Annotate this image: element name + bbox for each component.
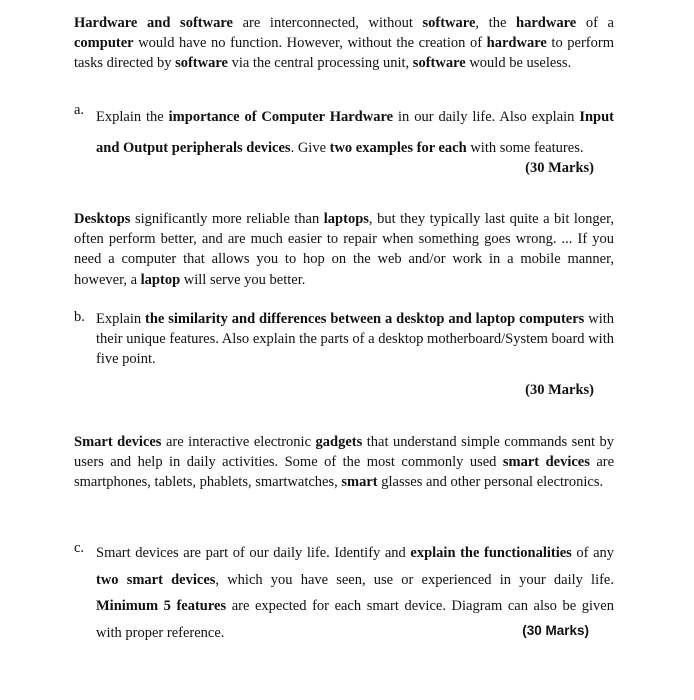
question-c-letter: c.: [74, 540, 85, 556]
question-c-marks: (30 Marks): [522, 623, 589, 638]
bold-text-run: two smart devices: [96, 571, 216, 588]
text-run: in our daily life. Also explain: [393, 109, 580, 125]
text-run: glasses and other personal electronics.: [377, 474, 604, 491]
bold-text-run: hardware: [486, 35, 547, 52]
bold-text-run: software: [422, 15, 476, 31]
text-run: with their unique features. Also explain the parts of a desktop motherboard/System board with five point.: [96, 311, 614, 368]
bold-text-run: computer: [74, 35, 134, 52]
text-run: are expected for each smart device. Diagram can also be given with proper reference.: [96, 598, 614, 641]
text-run: are smartphones, tablets, phablets, smartwatches,: [74, 454, 615, 491]
text-run: significantly more reliable than: [130, 211, 324, 227]
bold-text-run: Input and Output peripherals devices: [96, 109, 614, 156]
text-run: to perform tasks directed by: [74, 35, 614, 72]
bold-text-run: the similarity and differences between a desktop and laptop computers: [145, 311, 585, 327]
text-run: of any: [571, 545, 615, 561]
bold-text-run: two examples for each: [329, 140, 467, 156]
text-run: via the central processing unit,: [227, 55, 413, 72]
text-run: are interconnected, without: [232, 15, 423, 31]
question-a: [74, 102, 614, 164]
text-run: would have no function. However, without the creation of: [133, 35, 487, 52]
bold-text-run: smart devices: [502, 454, 590, 471]
smart-devices-intro-paragraph: [74, 432, 614, 493]
bold-text-run: Hardware: [74, 15, 138, 31]
question-a-letter: a.: [74, 102, 85, 118]
text-run: that understand simple commands sent by users and help in daily activities. Some of the most commonly used: [74, 434, 614, 471]
question-b-text: [96, 309, 614, 370]
text-run: would be useless.: [465, 55, 572, 72]
question-a-text: [96, 102, 614, 164]
bold-text-run: explain the functionalities: [410, 545, 572, 561]
text-run: are interactive electronic: [161, 434, 316, 450]
text-run: will serve you better.: [180, 271, 306, 288]
bold-text-run: laptop: [140, 271, 181, 288]
question-b-letter: b.: [74, 309, 85, 325]
text-run: of a: [576, 15, 614, 31]
bold-text-run: laptops: [323, 211, 369, 227]
bold-text-run: Desktops: [74, 211, 131, 227]
bold-text-run: software: [412, 55, 466, 72]
bold-text-run: software: [175, 55, 228, 72]
text-run: Smart devices are part of our daily life. Identify and: [96, 545, 411, 561]
question-b-marks: (30 Marks): [525, 382, 594, 398]
question-a-marks: (30 Marks): [525, 160, 594, 176]
text-run: , which you have seen, use or experienced in your daily life.: [215, 571, 614, 588]
bold-text-run: gadgets: [315, 434, 363, 450]
text-run: . Give: [290, 140, 330, 156]
bold-text-run: Smart devices: [74, 434, 162, 450]
desktops-intro-paragraph: [74, 209, 614, 290]
bold-text-run: hardware: [516, 15, 577, 31]
hardware-intro-paragraph: [74, 13, 614, 74]
bold-text-run: and: [137, 15, 181, 31]
text-run: , the: [475, 15, 517, 31]
text-run: Explain the: [96, 109, 169, 125]
bold-text-run: Minimum 5 features: [96, 598, 227, 614]
text-run: Explain: [96, 311, 146, 327]
text-run: , but they typically last quite a bit longer, often perform better, and are much easier to repair when something goes wrong. ... If you need a computer that allows you to hop on the web and/or work in a mobile manner, however, a: [74, 211, 614, 288]
bold-text-run: software: [180, 15, 233, 31]
bold-text-run: smart: [341, 474, 378, 491]
text-run: with some features.: [466, 140, 584, 156]
bold-text-run: importance of Computer Hardware: [168, 109, 394, 125]
question-b: [74, 309, 614, 370]
